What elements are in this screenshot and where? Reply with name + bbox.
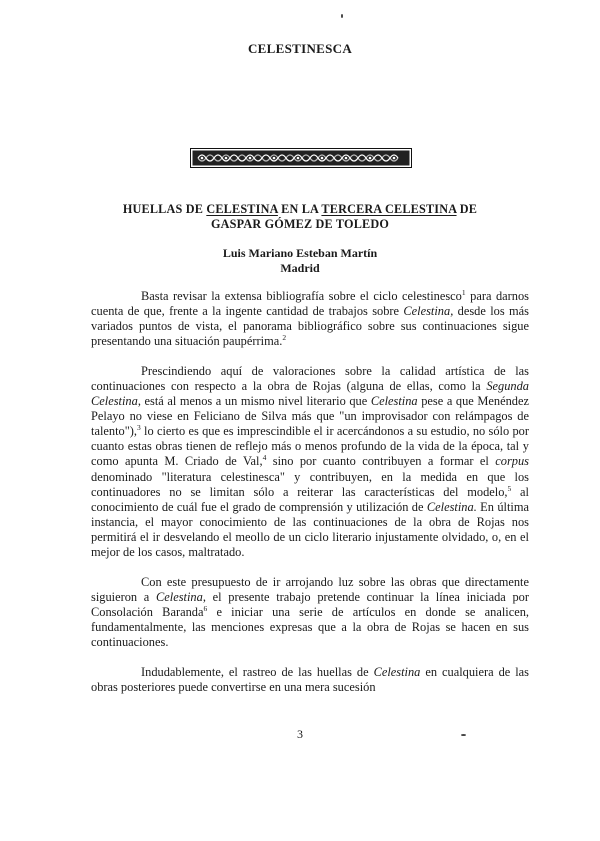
author-place: Madrid <box>280 260 320 275</box>
title-text: GASPAR GÓMEZ DE TOLEDO <box>210 217 390 231</box>
footnote-ref: 2 <box>282 333 287 343</box>
paragraph <box>91 289 529 349</box>
footnote-ref: 1 <box>461 288 466 297</box>
footnote-ref: 5 <box>507 483 512 493</box>
italic-run: corpus <box>495 454 529 469</box>
text-run: sino por cuanto contribuyen a formar el <box>266 454 496 469</box>
italic-run: Celestina <box>373 665 421 680</box>
title-text: EN LA <box>277 202 322 216</box>
footnote-ref: 4 <box>262 453 267 463</box>
paragraph <box>91 575 529 650</box>
title-text: HUELLAS DE <box>122 202 207 216</box>
text-run: , el presente trabajo pretende continuar la línea iniciada por Consolación Baranda <box>91 589 529 619</box>
text-run: denominado "literatura celestinesca" y contribuyen, en la medida en que los continuadores no se limitan sólo a reiterar las características del modelo, <box>91 469 529 499</box>
text-run: En última instancia, el mayor conocimiento de las continuaciones de la obra de Rojas nos permitirá el ir desvelando el meollo de un ciclo literario injustamente olvidado, o, en el mejor de los casos, maltratado. <box>91 499 529 559</box>
text-run: para darnos cuenta de que, frente a la ingente cantidad de trabajos sobre <box>91 289 529 319</box>
running-header: CELESTINESCA <box>247 41 353 56</box>
paragraph <box>91 665 529 695</box>
text-run: pese a que Menéndez Pelayo no viese en Feliciano de Silva más que "un improvisador con relámpagos de talento"), <box>91 394 529 439</box>
text-run: Con este presupuesto de ir arrojando luz sobre las obras que directamente siguieron a <box>91 574 529 604</box>
scan-speck <box>341 14 343 18</box>
text-run: desde los más variados puntos de vista, el panorama bibliográfico sobre sus continuaciones sigue presentando una situación paupérrima. <box>91 304 529 349</box>
article-title <box>70 202 530 232</box>
text-run: , está al menos a un mismo nivel literario que <box>137 394 371 409</box>
article-body <box>91 289 529 695</box>
author-name: Luis Mariano Esteban Martín <box>222 246 378 260</box>
title-text-underlined: CELESTINA <box>206 202 278 216</box>
footnote-ref: 6 <box>203 603 208 613</box>
italic-run: Segunda Celestina <box>91 379 529 409</box>
text-run: e iniciar una serie de artículos en donde se analicen, fundamentalmente, las menciones expresas que a la obra de Rojas se hacen en sus continuaciones. <box>91 604 530 649</box>
text-run: lo cierto es que es imprescindible el ir acercándonos a su estudio, no sólo por cuanto estas obras tienen de reflejo más o menos profundo de la vida de la época, tal y como apunta M. Criado de Val, <box>91 424 529 469</box>
ornament-divider-icon <box>190 148 412 168</box>
text-run: al conocimiento de cuál fue el grado de comprensión y utilización de <box>91 484 530 514</box>
italic-run: Celestina. <box>426 499 477 514</box>
title-text: DE <box>456 202 478 216</box>
paragraph <box>91 364 529 560</box>
text-run: Prescindiendo aquí de valoraciones sobre la calidad artística de las continuaciones con respecto a la obra de Rojas (alguna de ellas, como la <box>91 364 529 394</box>
footnote-ref: 3 <box>137 423 141 433</box>
italic-run: Celestina <box>370 394 418 409</box>
title-text-underlined: TERCERA CELESTINA <box>321 202 457 216</box>
author-block <box>0 246 600 275</box>
italic-run: Celestina <box>156 589 203 604</box>
text-run: en cualquiera de las obras posteriores puede convertirse en una mera sucesión <box>91 665 529 695</box>
italic-run: Celestina, <box>403 304 454 319</box>
text-run: Indudablemente, el rastreo de las huellas de <box>141 665 374 680</box>
text-run: Basta revisar la extensa bibliografía sobre el ciclo celestinesco <box>141 289 462 303</box>
page-number: 3 <box>297 727 303 741</box>
